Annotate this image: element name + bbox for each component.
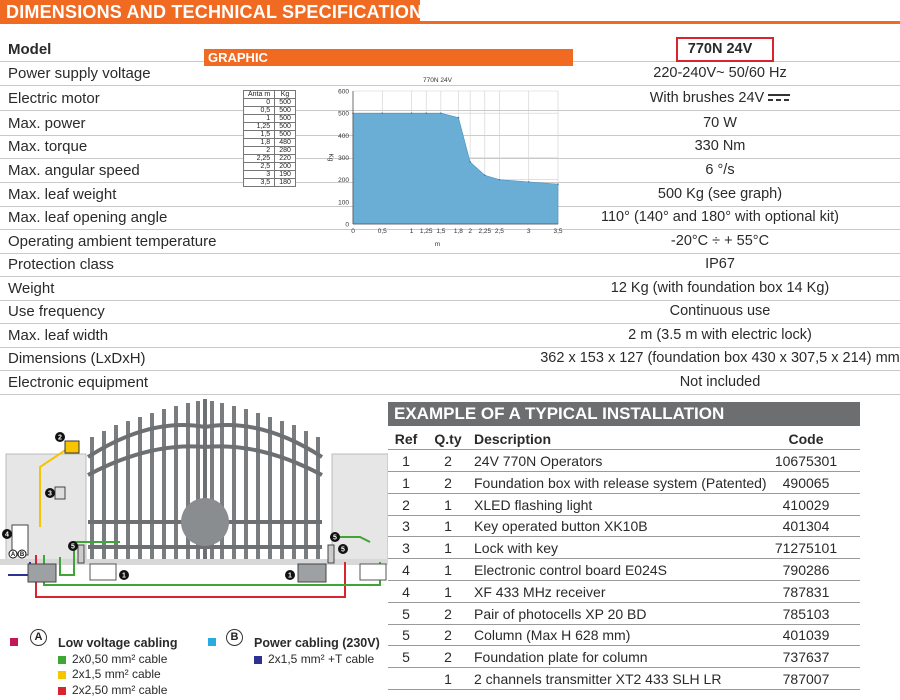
table-cell: Key operated button XK10B <box>474 518 648 535</box>
table-cell: 2 channels transmitter XT2 433 SLH LR <box>474 671 722 687</box>
data-point <box>425 112 427 114</box>
data-point <box>469 161 471 163</box>
weight-table <box>243 90 296 187</box>
power-cabling-title: Power cabling (230V) <box>254 636 380 650</box>
table-cell: 2 <box>402 496 410 513</box>
table-row <box>388 494 860 516</box>
table-cell: 200 <box>275 163 296 171</box>
table-cell: 785103 <box>782 605 830 622</box>
dc-symbol-icon <box>768 94 790 102</box>
table-cell: 2 <box>244 147 275 155</box>
marker-label: 4 <box>5 531 9 539</box>
photocell-column-left-icon <box>78 545 84 563</box>
spec-label: Operating ambient temperature <box>8 233 217 250</box>
weight-table-header <box>244 91 296 99</box>
data-point <box>484 174 486 176</box>
table-cell: 3 <box>402 518 410 535</box>
y-tick-label: 600 <box>338 88 349 96</box>
spec-label: Dimensions (LxDxH) <box>8 350 146 367</box>
circle-letter: A <box>10 552 16 558</box>
table-row <box>388 537 860 559</box>
table-cell: 1 <box>402 453 410 469</box>
weight-area-series <box>353 113 558 224</box>
table-cell: 3 <box>402 540 410 557</box>
col-header: Q.ty <box>434 431 462 447</box>
table-row <box>388 450 860 472</box>
low-voltage-swatch <box>10 638 18 646</box>
spec-value: 12 Kg (with foundation box 14 Kg) <box>610 280 830 296</box>
table-row <box>244 147 296 155</box>
table-cell: 2 <box>444 605 452 622</box>
circle-a-icon: A <box>30 629 47 646</box>
marker-label: 5 <box>341 546 345 554</box>
x-tick-label: 2,5 <box>494 228 504 235</box>
spec-value: 2 m (3.5 m with electric lock) <box>628 327 812 343</box>
table-row <box>388 603 860 625</box>
table-cell: 1,5 <box>244 131 275 139</box>
low-voltage-title: Low voltage cabling <box>58 636 178 650</box>
table-row <box>244 179 296 187</box>
table-cell: 480 <box>275 139 296 147</box>
table-cell: 1 <box>402 474 410 491</box>
x-tick-label: 1 <box>409 228 414 235</box>
table-cell: 500 <box>275 115 296 123</box>
table-row <box>388 624 860 646</box>
table-row <box>388 646 860 668</box>
table-cell: 5 <box>402 649 410 666</box>
table-cell: 737637 <box>782 649 830 666</box>
y-tick-label: 500 <box>338 110 349 118</box>
y-tick-label: 200 <box>338 177 349 185</box>
operator-right-icon <box>298 564 326 582</box>
page-title: DIMENSIONS AND TECHNICAL SPECIFICATIONS <box>6 2 435 22</box>
data-point <box>381 112 383 114</box>
data-point <box>499 179 501 181</box>
cable-label: 2x0,50 mm² cable <box>72 652 168 666</box>
gate-medallion <box>181 498 229 546</box>
spec-value: Continuous use <box>669 303 771 319</box>
table-row <box>244 163 296 171</box>
table-row <box>244 139 296 147</box>
table-cell: XLED flashing light <box>474 496 593 513</box>
chart-title: 770N 24V <box>423 77 452 84</box>
installation-title: EXAMPLE OF A TYPICAL INSTALLATION <box>394 404 725 423</box>
marker-label: 1 <box>122 572 126 580</box>
table-cell: 1,25 <box>244 123 275 131</box>
x-tick-label: 3,5 <box>553 228 563 235</box>
table-cell: 24V 770N Operators <box>474 453 603 469</box>
table-cell: Foundation box with release system (Patented) <box>474 474 767 491</box>
spec-label: Max. angular speed <box>8 162 140 179</box>
flashing-light-icon <box>65 441 79 453</box>
spec-value: 362 x 153 x 127 (foundation box 430 x 307,5 x 214) mm <box>540 350 900 366</box>
table-cell: 5 <box>402 605 410 622</box>
table-cell: 490065 <box>782 474 830 491</box>
spec-value: 330 Nm <box>694 138 746 154</box>
table-cell: 1 <box>444 496 452 513</box>
table-cell: 0 <box>244 99 275 107</box>
foundation-box-left-icon <box>90 564 116 580</box>
circle-b-icon: B <box>226 629 243 646</box>
x-tick-label: 2,25 <box>478 228 492 235</box>
table-row <box>244 155 296 163</box>
table-cell: 1 <box>444 518 452 535</box>
marker-label: 2 <box>58 434 62 442</box>
section-header <box>0 0 900 24</box>
spec-label: Electric motor <box>8 90 100 107</box>
y-tick-label: 300 <box>338 155 349 162</box>
table-row <box>244 115 296 123</box>
table-row <box>388 515 860 537</box>
spec-label: Electronic equipment <box>8 374 149 391</box>
data-point <box>411 112 413 114</box>
table-cell: 0,5 <box>244 107 275 115</box>
table-cell: 1 <box>444 562 452 578</box>
power-cabling-swatch <box>208 638 216 646</box>
table-cell: 2 <box>444 627 452 644</box>
weight-table-header-cell: Kg <box>275 91 296 99</box>
key-button-icon <box>55 487 65 499</box>
table-cell: 1 <box>444 583 452 600</box>
table-row <box>244 131 296 139</box>
data-point <box>557 183 559 185</box>
y-tick-label: 400 <box>338 132 349 140</box>
spec-value: IP67 <box>705 256 735 272</box>
table-cell: 500 <box>275 107 296 115</box>
data-point <box>458 117 460 119</box>
cable-swatch-yellow <box>58 671 66 679</box>
x-tick-label: 1,8 <box>453 228 463 235</box>
table-row <box>388 668 860 690</box>
x-axis-label: m <box>434 241 441 248</box>
col-header: Description <box>474 431 552 447</box>
table-row <box>244 107 296 115</box>
table-cell: 500 <box>275 123 296 131</box>
table-cell: 180 <box>275 179 296 187</box>
col-header: Ref <box>394 431 418 447</box>
table-cell: 1,8 <box>244 139 275 147</box>
spec-label: Max. torque <box>8 138 88 155</box>
table-cell: 2,25 <box>244 155 275 163</box>
table-cell: 2,5 <box>244 163 275 171</box>
weight-table-header-cell: Anta m <box>244 91 275 99</box>
cable-label: 2x1,5 mm² cable <box>72 667 161 681</box>
y-tick-label: 100 <box>338 199 349 207</box>
cable-label: 2x1,5 mm² +T cable <box>268 652 375 666</box>
spec-row <box>0 347 900 371</box>
data-point <box>440 112 442 114</box>
table-cell: Column (Max H 628 mm) <box>474 627 631 644</box>
table-row <box>388 472 860 494</box>
marker-label: 5 <box>71 543 75 551</box>
spec-label: Max. leaf opening angle <box>8 209 168 226</box>
operator-left-icon <box>28 564 56 582</box>
graphic-label <box>204 49 573 66</box>
leaf-weight-chart <box>320 73 570 253</box>
table-cell: 2 <box>444 453 452 469</box>
table-row <box>244 99 296 107</box>
table-cell: 787007 <box>782 671 830 687</box>
x-tick-label: 1,5 <box>436 228 446 235</box>
table-row <box>388 581 860 603</box>
table-cell: 1 <box>444 671 452 687</box>
table-cell: 500 <box>275 131 296 139</box>
photocell-column-right-icon <box>328 545 334 563</box>
graphic-label-text: GRAPHIC <box>208 50 268 65</box>
table-cell: 4 <box>402 562 410 578</box>
spec-label: Use frequency <box>8 303 105 320</box>
table-cell: 2 <box>444 474 452 491</box>
spec-value: 6 °/s <box>705 162 735 178</box>
spec-value: 770N 24V <box>687 41 753 57</box>
spec-row <box>0 277 900 301</box>
table-row <box>244 123 296 131</box>
table-cell: 787831 <box>782 583 830 600</box>
foundation-box-right-icon <box>360 564 386 580</box>
spec-label: Max. leaf width <box>8 327 109 344</box>
table-cell: 410029 <box>782 496 830 513</box>
spec-label: Weight <box>8 280 55 297</box>
spec-label: Model <box>8 41 52 58</box>
spec-row <box>0 324 900 348</box>
table-cell: 10675301 <box>774 453 838 469</box>
table-cell: 3,5 <box>244 179 275 187</box>
spec-value <box>540 90 900 106</box>
cable-label: 2x2,50 mm² cable <box>72 683 168 697</box>
spec-label: Max. power <box>8 115 86 132</box>
table-cell: 2 <box>444 649 452 666</box>
table-cell: 190 <box>275 171 296 179</box>
table-cell: 401039 <box>782 627 830 644</box>
installation-header <box>388 402 860 426</box>
x-tick-label: 0,5 <box>377 228 387 235</box>
table-cell: 790286 <box>782 562 830 578</box>
cable-swatch-navy <box>254 656 262 664</box>
spec-row <box>0 253 900 277</box>
spec-value-text: With brushes 24V <box>649 90 765 106</box>
spec-value: Not included <box>679 374 761 390</box>
table-cell: 280 <box>275 147 296 155</box>
spec-value: 500 Kg (see graph) <box>657 186 783 202</box>
cable-swatch-green <box>58 656 66 664</box>
marker-label: 1 <box>288 572 292 580</box>
table-cell: XF 433 MHz receiver <box>474 583 606 600</box>
table-cell: 1 <box>444 540 452 557</box>
table-cell: 401304 <box>782 518 830 535</box>
y-axis-label: Kg <box>327 153 334 162</box>
table-cell: 1 <box>244 115 275 123</box>
installation-diagram <box>0 397 388 625</box>
table-cell: Pair of photocells XP 20 BD <box>474 605 647 622</box>
spec-row <box>0 300 900 324</box>
spec-label: Power supply voltage <box>8 65 151 82</box>
spec-row <box>0 371 900 395</box>
table-cell: 500 <box>275 99 296 107</box>
x-tick-label: 2 <box>468 228 472 235</box>
marker-label: 5 <box>333 534 337 542</box>
spec-label: Max. leaf weight <box>8 186 117 203</box>
data-point <box>528 181 530 183</box>
table-cell: 71275101 <box>774 540 838 557</box>
x-tick-label: 0 <box>351 228 355 235</box>
spec-value: 220-240V~ 50/60 Hz <box>653 65 787 81</box>
spec-value: -20°C ÷ + 55°C <box>670 233 770 249</box>
table-cell: Electronic control board E024S <box>474 562 667 578</box>
col-header: Code <box>788 431 824 447</box>
x-tick-label: 3 <box>526 228 531 235</box>
x-tick-label: 1,25 <box>419 228 433 235</box>
spec-value: 110° (140° and 180° with optional kit) <box>601 209 839 225</box>
spec-value: 70 W <box>703 115 737 131</box>
spec-label: Protection class <box>8 256 114 273</box>
y-tick-label: 0 <box>345 221 349 229</box>
model-highlight-box <box>676 37 774 62</box>
circle-letter: B <box>19 552 25 558</box>
table-cell: 4 <box>402 583 410 600</box>
cable-swatch-red <box>58 687 66 695</box>
table-cell: Foundation plate for column <box>474 649 648 666</box>
marker-label: 3 <box>48 490 52 498</box>
table-row <box>388 559 860 581</box>
table-cell: 220 <box>275 155 296 163</box>
installation-table-header <box>388 428 860 450</box>
table-row <box>244 171 296 179</box>
table-cell: 3 <box>244 171 275 179</box>
table-cell: Lock with key <box>474 540 559 557</box>
table-cell: 5 <box>402 627 410 644</box>
